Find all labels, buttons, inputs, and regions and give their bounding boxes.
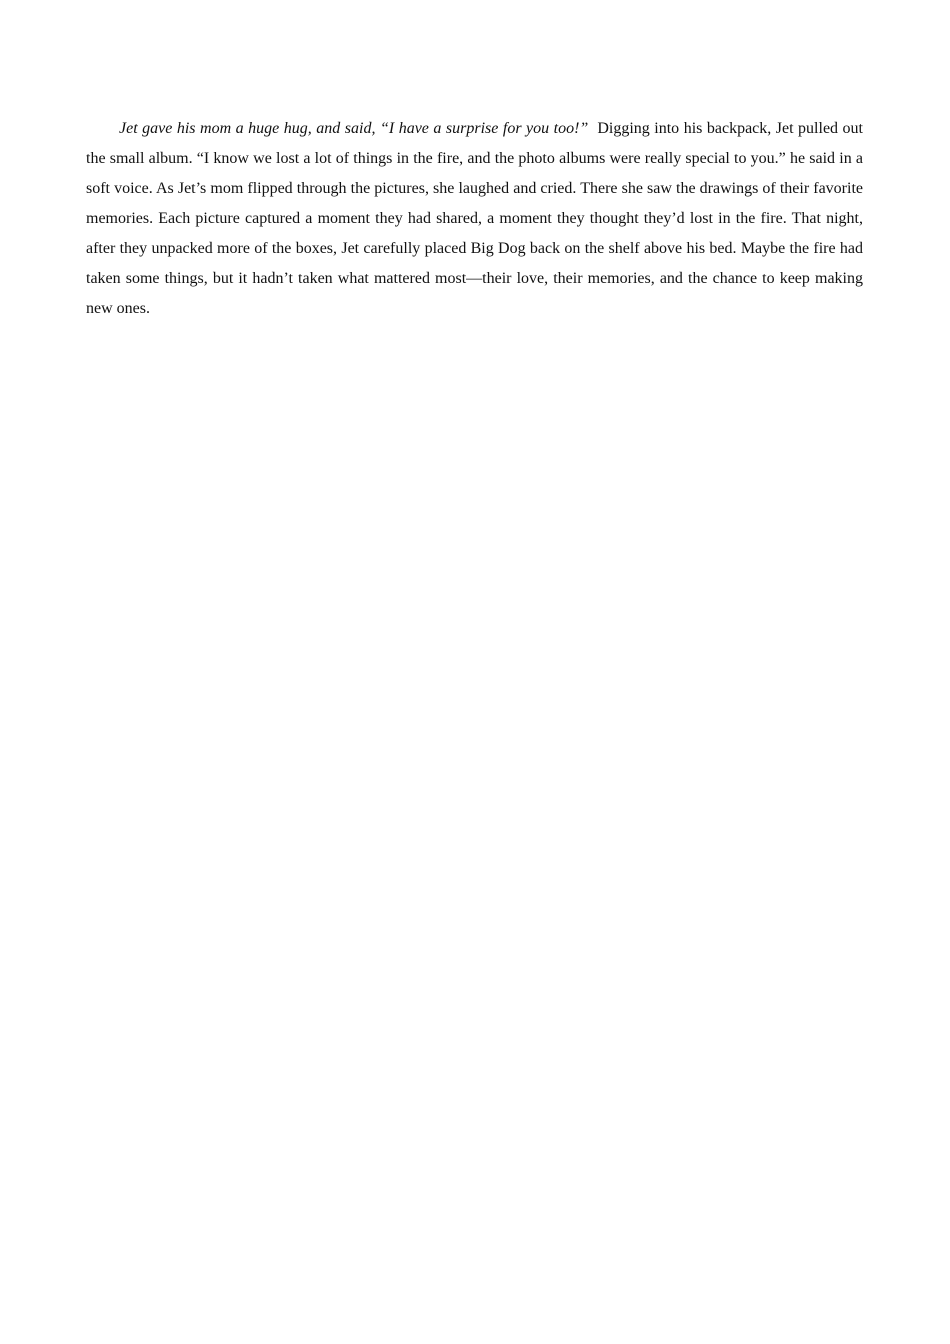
paragraph-body-text: Digging into his backpack, Jet pulled out the small album. “I know we lost a lot of things in the fire, and the photo albums were really special to you.” he said in a soft voice. As Jet’s mom flipped through the pictures, she laughed and cried. There she saw the drawings of their favorite memories. Each picture captured a moment they had shared, a moment they thought they’d lost in the fire. That night, after they unpacked more of the boxes, Jet carefully placed Big Dog back on the shelf above his bed. Maybe the fire had taken some things, but it hadn’t taken what mattered most—their love, their memories, and the chance to keep making new ones. [86, 120, 864, 317]
italic-dialogue: Jet gave his mom a huge hug, and said, “I have a surprise for you too!” [119, 120, 589, 137]
document-page [86, 114, 863, 324]
story-paragraph [86, 114, 863, 324]
